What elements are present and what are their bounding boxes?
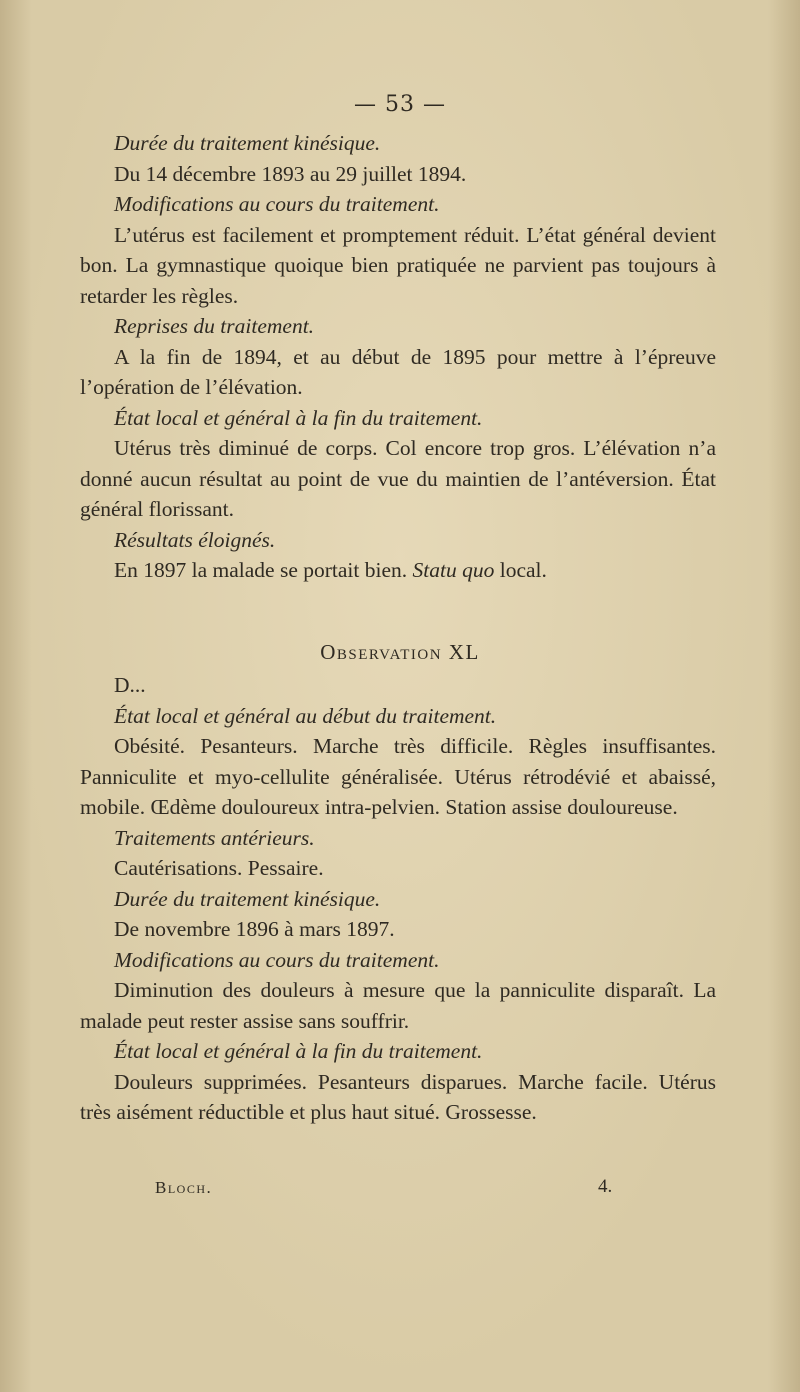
subheading: Modifications au cours du traitement. [114, 947, 440, 972]
patient-label: D... [114, 673, 146, 697]
paragraph: Douleurs supprimées. Pesanteurs disparues. Marche facile. Utérus très aisément réductible et plus haut situé. Grossesse. [80, 1069, 716, 1124]
subheading: Reprises du traitement. [114, 314, 315, 338]
paragraph: L’utérus est facilement et promptement réduit. L’état général devient bon. La gymnastique quoique bien pratiquée ne parvient pas toujours à retarder les règles. [80, 222, 716, 308]
paragraph: De novembre 1896 à mars 1897. [114, 917, 395, 941]
paragraph: Cautérisations. Pessaire. [114, 856, 324, 880]
footer-author: Bloch. [155, 1178, 213, 1197]
footer-signature-mark: 4. [598, 1176, 613, 1197]
subheading: État local et général à la fin du traitement. [114, 405, 483, 430]
observation-heading: Observation XL [320, 640, 480, 664]
paragraph: A la fin de 1894, et au début de 1895 pour mettre à l’épreuve l’opération de l’élévation. [80, 344, 716, 399]
text-section-1 [80, 128, 716, 586]
text-section-2 [80, 670, 716, 1128]
subheading: Durée du traitement kinésique. [114, 886, 381, 911]
subheading: État local et général au début du traitement. [114, 703, 497, 728]
subheading: Traitements antérieurs. [114, 825, 315, 850]
subheading: Modifications au cours du traitement. [114, 192, 440, 216]
italic-text-run: Statu quo [412, 558, 495, 582]
page-number: — 53 — [354, 92, 446, 117]
text-run: local. [494, 558, 547, 582]
subheading: Durée du traitement kinésique. [114, 131, 381, 155]
subheading: État local et général à la fin du traitement. [114, 1039, 483, 1063]
paragraph [80, 555, 716, 586]
paragraph: Utérus très diminué de corps. Col encore trop gros. L’élévation n’a donné aucun résultat au point de vue du maintien de l’antéversion. État général florissant. [80, 436, 716, 521]
text-run: En 1897 la malade se portait bien. [114, 558, 413, 582]
paragraph: Diminution des douleurs à mesure que la panniculite disparaît. La malade peut rester assise sans souffrir. [80, 978, 716, 1033]
subheading: Résultats éloignés. [114, 527, 276, 552]
paragraph: Obésité. Pesanteurs. Marche très difficile. Règles insuffisantes. Panniculite et myo-cellulite généralisée. Utérus rétrodévié et abaissé, mobile. Œdème douloureux intra-pelvien. Station assise douloureuse. [80, 734, 716, 819]
paragraph: Du 14 décembre 1893 au 29 juillet 1894. [114, 161, 467, 186]
